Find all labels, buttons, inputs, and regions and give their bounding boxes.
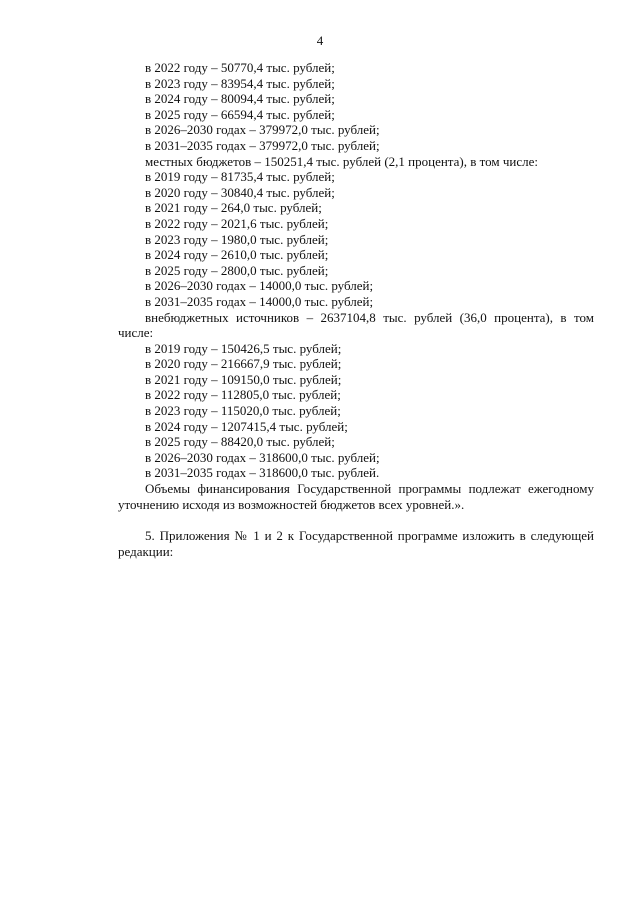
text-line: в 2026–2030 годах – 14000,0 тыс. рублей; bbox=[145, 278, 374, 294]
text-line: в 2025 году – 2800,0 тыс. рублей; bbox=[145, 262, 329, 278]
budget-lines-regional bbox=[118, 60, 594, 310]
text-line: в 2019 году – 81735,4 тыс. рублей; bbox=[145, 169, 335, 185]
text-line: в 2025 году – 66594,4 тыс. рублей; bbox=[145, 106, 335, 122]
text-line: в 2026–2030 годах – 318600,0 тыс. рублей; bbox=[145, 449, 380, 465]
extrabudget-paragraph: внебюджетных источников – 2637104,8 тыс. рублей (36,0 процента), в том числе: bbox=[118, 309, 594, 341]
document-body bbox=[118, 60, 594, 559]
text-line: в 2024 году – 1207415,4 тыс. рублей; bbox=[145, 418, 348, 434]
text-line: в 2023 году – 83954,4 тыс. рублей; bbox=[145, 75, 335, 91]
text-line: в 2021 году – 109150,0 тыс. рублей; bbox=[145, 371, 342, 387]
page-number: 4 bbox=[316, 33, 324, 48]
budget-lines-extrabudget bbox=[118, 341, 594, 481]
text-line: в 2020 году – 216667,9 тыс. рублей; bbox=[145, 356, 342, 372]
text-line: в 2022 году – 2021,6 тыс. рублей; bbox=[145, 215, 329, 231]
text-line: в 2031–2035 годах – 318600,0 тыс. рублей. bbox=[145, 465, 380, 481]
text-line: в 2023 году – 1980,0 тыс. рублей; bbox=[145, 231, 329, 247]
text-line: в 2021 году – 264,0 тыс. рублей; bbox=[145, 200, 322, 216]
text-line: в 2022 году – 112805,0 тыс. рублей; bbox=[145, 387, 341, 403]
text-line: в 2022 году – 50770,4 тыс. рублей; bbox=[145, 60, 335, 75]
appendix-paragraph: 5. Приложения № 1 и 2 к Государственной программе изложить в следующей редакции: bbox=[118, 528, 594, 559]
text-line: в 2025 году – 88420,0 тыс. рублей; bbox=[145, 434, 335, 450]
text-line: в 2024 году – 2610,0 тыс. рублей; bbox=[145, 247, 329, 263]
text-line: местных бюджетов – 150251,4 тыс. рублей (2,1 процента), в том числе: bbox=[145, 153, 538, 169]
text-line: в 2026–2030 годах – 379972,0 тыс. рублей; bbox=[145, 122, 380, 138]
text-line: в 2031–2035 годах – 14000,0 тыс. рублей; bbox=[145, 293, 374, 309]
text-line: в 2031–2035 годах – 379972,0 тыс. рублей; bbox=[145, 137, 380, 153]
text-line: в 2023 году – 115020,0 тыс. рублей; bbox=[145, 403, 341, 419]
text-line: в 2020 году – 30840,4 тыс. рублей; bbox=[145, 184, 335, 200]
funding-paragraph: Объемы финансирования Государственной программы подлежат ежегодному уточнению исходя из возможностей бюджетов всех уровней.». bbox=[118, 481, 594, 512]
text-line: в 2019 году – 150426,5 тыс. рублей; bbox=[145, 340, 342, 356]
text-line: в 2024 году – 80094,4 тыс. рублей; bbox=[145, 91, 335, 107]
paragraph-gap bbox=[118, 512, 594, 528]
